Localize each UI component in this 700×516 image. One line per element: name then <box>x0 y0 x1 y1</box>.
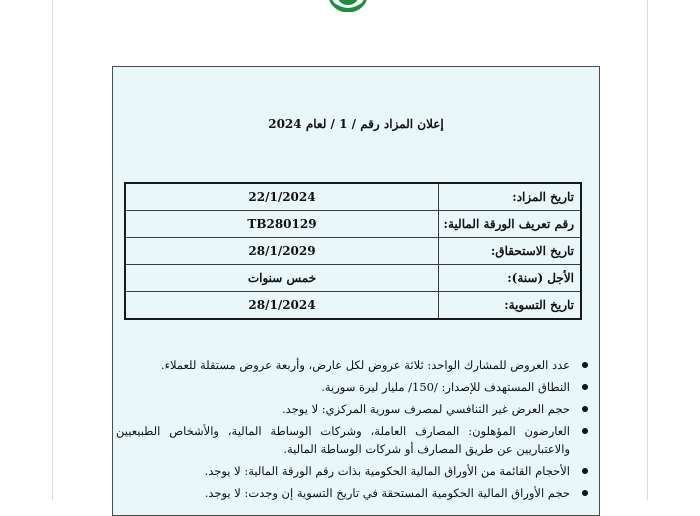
auction-details-table <box>124 182 582 320</box>
bullet-icon <box>582 490 588 496</box>
list-item <box>116 422 592 458</box>
announcement-title: إعلان المزاد رقم / 1 / لعام 2024 <box>268 117 444 131</box>
condition-text: حجم الأوراق المالية الحكومية المستحقة في تاريخ التسوية إن وجدت: لا يوجد. <box>204 486 570 500</box>
list-item <box>116 378 592 396</box>
bullet-icon <box>582 468 588 474</box>
list-item <box>116 484 592 502</box>
bullet-icon <box>582 428 588 434</box>
table-row <box>126 184 580 211</box>
condition-text: حجم العرض غير التنافسي لمصرف سورية المركزي: لا يوجد. <box>281 402 570 416</box>
condition-text: العارضون المؤهلون: المصارف العاملة، وشركات الوساطة المالية، والأشخاص الطبيعيين والاعتباريين عن طريق المصارف أو شركات الوساطة المالية. <box>116 424 570 456</box>
table-row <box>126 211 580 238</box>
condition-text: الأحجام القائمة من الأوراق المالية الحكومية بذات رقم الورقة المالية: لا يوجد. <box>204 464 570 478</box>
settlement-date-value: 28/1/2024 <box>248 298 316 312</box>
security-id-value: TB280129 <box>247 217 317 231</box>
table-row <box>126 265 580 292</box>
auction-date-label: تاريخ المزاد: <box>438 184 580 210</box>
maturity-date-value: 28/1/2029 <box>248 244 316 258</box>
page-edge-right <box>647 0 648 500</box>
bullet-icon <box>582 406 588 412</box>
table-row <box>126 292 580 318</box>
conditions-list <box>116 356 592 506</box>
bullet-icon <box>582 384 588 390</box>
auction-date-value: 22/1/2024 <box>248 190 316 204</box>
list-item <box>116 400 592 418</box>
page-edge-left <box>52 0 53 500</box>
security-id-label: رقم تعريف الورقة المالية: <box>438 211 580 237</box>
condition-text: النطاق المستهدف للإصدار: /150/ مليار ليرة سورية. <box>321 380 570 394</box>
table-row <box>126 238 580 265</box>
settlement-date-label: تاريخ التسوية: <box>438 292 580 318</box>
maturity-date-label: تاريخ الاستحقاق: <box>438 238 580 264</box>
term-label: الأجل (سنة): <box>438 265 580 291</box>
bullet-icon <box>582 362 588 368</box>
emblem-logo-icon <box>328 0 368 12</box>
condition-text: عدد العروض للمشارك الواحد: ثلاثة عروض لكل عارض، وأربعة عروض مستقلة للعملاء. <box>160 358 570 372</box>
list-item <box>116 462 592 480</box>
term-value: خمس سنوات <box>247 271 317 285</box>
list-item <box>116 356 592 374</box>
